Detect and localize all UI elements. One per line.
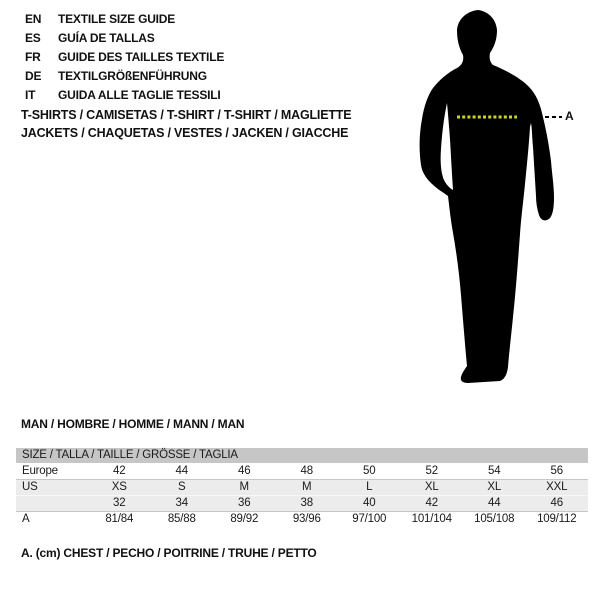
size-table-grid xyxy=(16,463,588,527)
table-cell: 38 xyxy=(276,495,339,511)
table-cell: 54 xyxy=(463,463,526,479)
man-silhouette-shape xyxy=(420,10,554,383)
table-cell: XL xyxy=(401,479,464,495)
table-cell: 42 xyxy=(401,495,464,511)
table-cell: L xyxy=(338,479,401,495)
section-title-man: MAN / HOMBRE / HOMME / MANN / MAN xyxy=(21,417,245,431)
table-cell: 85/88 xyxy=(167,513,196,526)
table-cell: M xyxy=(276,479,339,495)
table-cell: XS xyxy=(88,479,151,495)
table-cell: 89/92 xyxy=(230,513,259,526)
table-cell: 42 xyxy=(88,463,151,479)
table-cell: 56 xyxy=(526,463,589,479)
language-label: GUIDE DES TAILLES TEXTILE xyxy=(58,49,225,64)
language-code: ES xyxy=(25,30,41,45)
language-label: TEXTILGRÖßENFÜHRUNG xyxy=(58,68,207,83)
category-tshirts: T-SHIRTS / CAMISETAS / T-SHIRT / T-SHIRT / MAGLIETTE xyxy=(21,108,352,122)
measurement-footnote: A. (cm) CHEST / PECHO / POITRINE / TRUHE / PETTO xyxy=(21,546,317,560)
size-table-header: SIZE / TALLA / TAILLE / GRÖSSE / TAGLIA xyxy=(16,448,588,463)
table-row-chest-a xyxy=(16,511,588,527)
measure-label-a: A xyxy=(565,109,574,123)
table-cell: 48 xyxy=(276,463,339,479)
table-cell: 32 xyxy=(88,495,151,511)
table-cell: 101/104 xyxy=(411,513,452,526)
table-cell: 81/84 xyxy=(105,513,134,526)
table-row-us xyxy=(16,479,588,495)
table-cell: M xyxy=(213,479,276,495)
row-label: Europe xyxy=(16,463,88,479)
row-label xyxy=(16,495,88,511)
table-cell: 34 xyxy=(151,495,214,511)
table-cell: 36 xyxy=(213,495,276,511)
table-cell: XXL xyxy=(526,479,589,495)
table-cell: 40 xyxy=(338,495,401,511)
table-cell: 52 xyxy=(401,463,464,479)
table-cell: 93/96 xyxy=(292,513,321,526)
table-cell: 50 xyxy=(338,463,401,479)
table-cell: S xyxy=(151,479,214,495)
language-code: FR xyxy=(25,49,41,64)
row-label: US xyxy=(16,479,88,495)
language-label: GUIDA ALLE TAGLIE TESSILI xyxy=(58,87,221,102)
table-row-europe xyxy=(16,463,588,479)
category-jackets: JACKETS / CHAQUETAS / VESTES / JACKEN / GIACCHE xyxy=(21,126,349,140)
table-cell: 46 xyxy=(526,495,589,511)
table-cell: 97/100 xyxy=(352,513,387,526)
language-label: TEXTILE SIZE GUIDE xyxy=(58,11,176,26)
table-cell: 46 xyxy=(213,463,276,479)
table-cell: 105/108 xyxy=(474,513,515,526)
table-cell: 109/112 xyxy=(537,513,577,526)
language-label: GUÍA DE TALLAS xyxy=(58,30,155,45)
table-cell: 44 xyxy=(463,495,526,511)
size-table xyxy=(16,448,588,527)
table-cell: 44 xyxy=(151,463,214,479)
language-code: EN xyxy=(25,11,42,26)
table-cell: XL xyxy=(463,479,526,495)
row-label: A xyxy=(22,513,30,526)
language-code: IT xyxy=(25,87,36,102)
language-code: DE xyxy=(25,68,42,83)
table-row-us-numeric xyxy=(16,495,588,511)
